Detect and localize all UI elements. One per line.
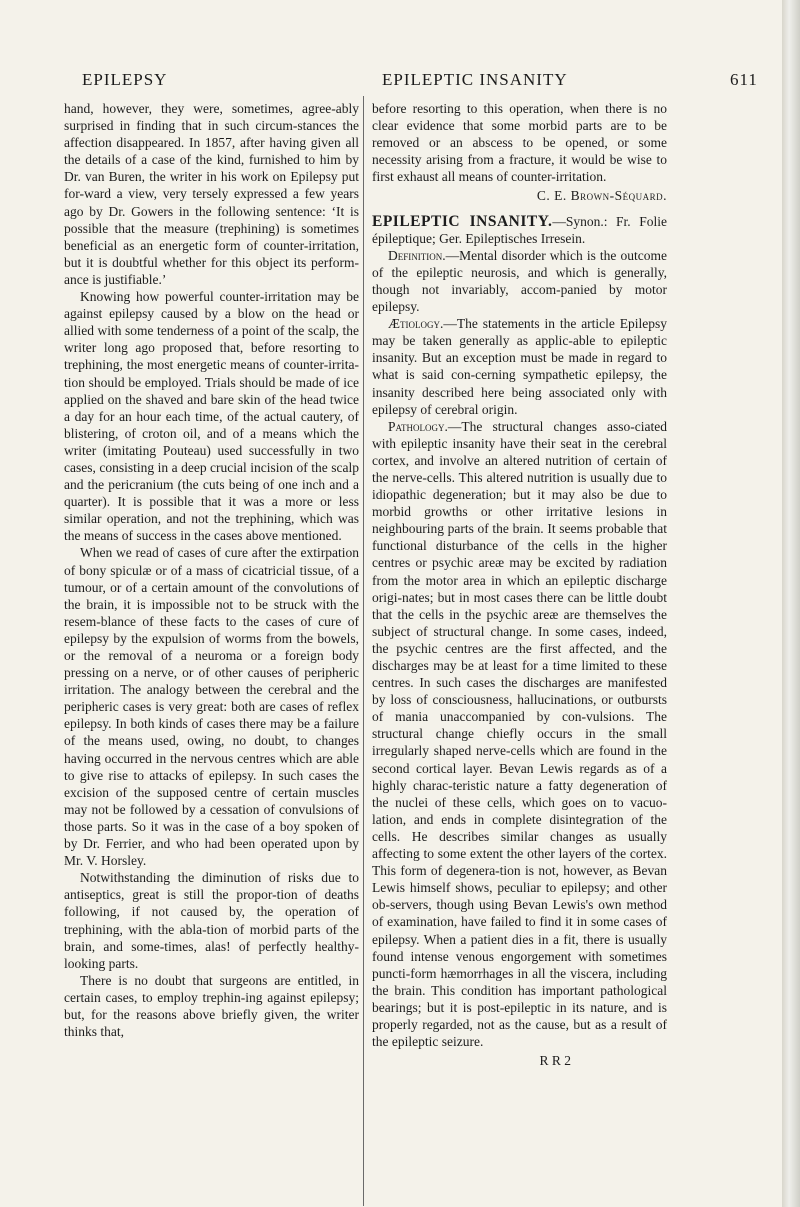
right-column [372,100,667,1069]
author-signature: C. E. Brown-Séquard. [536,188,667,204]
header-left-title: EPILEPSY [82,70,168,89]
paragraph: There is no doubt that surgeons are entitled, in certain cases, to employ trephin-ing against epilepsy; but, for the reasons above briefly given, the writer thinks that, [64,972,359,1040]
page-number: 611 [730,70,758,89]
definition-paragraph [372,247,667,315]
paragraph: hand, however, they were, sometimes, agree-ably surprised in finding that in such circum-stances the affection disappeared. In 1857, after having given all the details of a case of the kind, furnished to him by Dr. van Buren, the writer in his work on Epilepsy put for-ward a view, very tersely expressed a few years ago by Dr. Gowers in the following sentence: ‘It is possible that the measure (trephining) is sometimes beneficial as an energetic form of counter-irritation, but it is doubtful whether for this object its perform-ance is justifiable.’ [64,101,359,287]
section-label: Pathology. [388,418,448,434]
signature-mark: R R 2 [539,1053,571,1069]
paragraph: Knowing how powerful counter-irritation may be against epilepsy caused by a blow on the head or allied with some tenderness of a point of the scalp, the writer long ago proposed that, before resorting to trephining, the most energetic means of counter-irrita-tion should be employed. Trials should be made of ice applied on the shaved and bare skin of the head twice a day for an hour each time, of the actual cautery, of blistering, of croton oil, and of a means which the writer (imitating Pouteau) used successfully in two cases, consisting in a deep crucial incision of the scalp and the pericranium (the cuts being of one inch and a quarter). It is possible that it was a more or less similar operation, and not the trephining, which was the means of success in the cases above mentioned. [64,289,359,544]
header-center-title: EPILEPTIC INSANITY [382,70,568,89]
aetiology-paragraph [372,315,667,418]
paragraph: When we read of cases of cure after the extirpation of bony spiculæ or of a mass of cicatricial tissue, of a tumour, or of a certain amount of the convolutions of the brain, it is impossible not to be struck with the resem-blance of these facts to the cases of cure of epilepsy by the expulsion of worms from the bowels, or the removal of a neuroma or a foreign body pressing on a nerve, or of other causes of peripheric irritation. The analogy between the cerebral and the peripheric cases is very great: both are cases of reflex epilepsy. In both kinds of cases there may be a failure of the means used, owing, no doubt, to changes having occurred in the nervous centres which are able to give rise to attacks of epilepsy. In such cases the excision of the supposed centre of certain muscles may not be followed by a cessation of convulsions of those parts. So it was in the case of a boy spoken of by Dr. Ferrier, and who had been operated upon by Mr. V. Horsley. [64,545,359,869]
entry-title: EPILEPTIC INSANITY. [372,212,553,230]
column-divider [363,96,364,1206]
page-edge [782,0,800,1207]
entry-synonyms: —Synon.: Fr. Folie épileptique; Ger. Epileptisches Irresein. [372,213,667,246]
pathology-paragraph [372,418,667,1050]
section-label: Ætiology. [388,316,444,332]
section-text: —The statements in the article Epilepsy may be taken generally as applic-able to epileptic insanity. But an exception must be made in regard to what is said con-cerning sympathetic epilepsy, the insanity described here being associated only with epilepsy of cerebral origin. [372,316,667,417]
running-header [0,70,800,94]
section-text: —The structural changes asso-ciated with epileptic insanity have their seat in the cerebral cortex, and involve an altered nutrition of certain of the nerve-cells. This altered nutrition is usually due to idiopathic degeneration; but it may also be due to morbid growths or other irritative lesions in neighbouring parts of the brain. It seems probable that functional disturbance of the cells in the higher centres or psychic areæ may be excited by radiation from the motor area in which an epileptic discharge origi-nates; but in most cases there can be little doubt that the cells in the psychic areæ are themselves the subject of structural change. In some cases, indeed, the psychic centres are the first affected, and the discharges may be at least for a time limited to these centres. In such cases the discharges are manifested by loss of consciousness, hallucinations, or outbursts of mania unaccompanied by con-vulsions. The structural change chiefly occurs in the small irregularly shaped nerve-cells which are found in the second cortical layer. Bevan Lewis regards as of a highly charac-teristic nature a fatty degeneration of the nuclei of these cells, which goes on to vacuo-lation, and ends in complete disintegration of the cells. He describes similar changes as usually affecting to some extent the other layers of the cortex. This form of degenera-tion is not, however, as Bevan Lewis himself shows, peculiar to epilepsy; and other ob-servers, though using Bevan Lewis's own method of examination, have failed to find it in some cases of epilepsy. When a patient dies in a fit, there is usually found intense venous engorgement with sometimes puncti-form hæmorrhages in all the viscera, including the brain. This condition has important pathological bearings; but it is post-epileptic in its nature, and is properly regarded, not as the cause, but as a result of the epileptic seizure. [372,418,667,1050]
entry-heading-paragraph [372,213,667,247]
section-label: Definition. [388,247,446,263]
section-text: —Mental disorder which is the outcome of the epileptic neurosis, and which is generally, though not invariably, accom-panied by motor epilepsy. [372,247,667,315]
paragraph: Notwithstanding the diminution of risks due to antiseptics, great is still the propor-tion of deaths following, if not caused by, the operation of trephining, with the abla-tion of morbid parts of the brain, and some-times, alas! of perfectly healthy-looking parts. [64,870,359,971]
left-column [64,100,359,1040]
paragraph: before resorting to this operation, when there is no clear evidence that some morbid parts are to be removed or an abscess to be opened, or some necessity arising from a fracture, it would be wise to first exhaust all means of counter-irritation. [372,101,667,185]
